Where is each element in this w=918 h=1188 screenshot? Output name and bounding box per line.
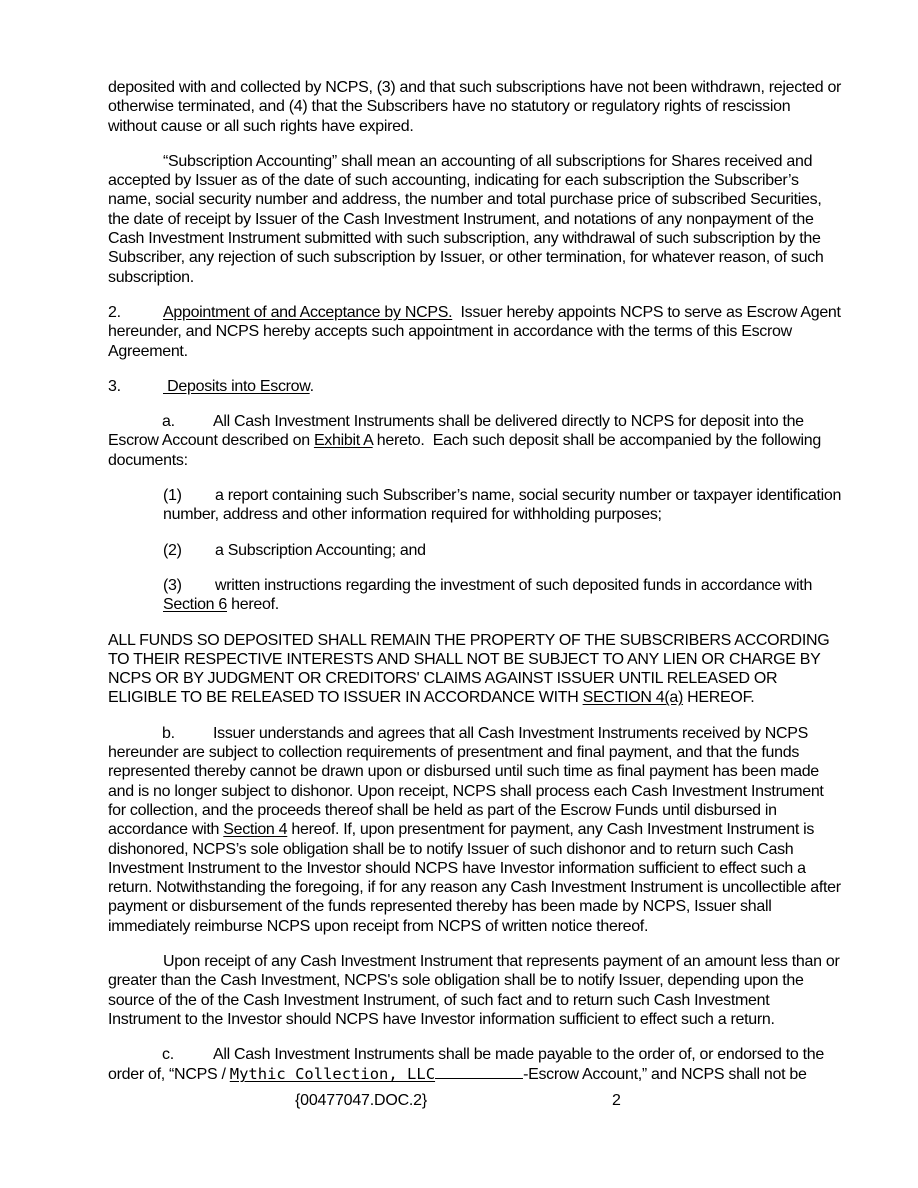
text-line (108, 78, 866, 97)
text-segment: immediately reimburse NCPS upon receipt from NCPS of written notice thereof. (108, 917, 649, 935)
text-line (108, 820, 866, 839)
text-segment: Upon receipt of any Cash Investment Instrument that represents payment of an amount less than or (163, 952, 840, 970)
text-line (108, 878, 866, 897)
text-line (108, 451, 866, 470)
text-segment: for collection, and the proceeds thereof shall be held as part of the Escrow Funds until disbursed in (108, 801, 777, 819)
text-segment: All Cash Investment Instruments shall be delivered directly to NCPS for deposit into the (213, 413, 804, 431)
text-line (108, 1064, 866, 1084)
text-segment: and is no longer subject to dishonor. Upon receipt, NCPS shall process each Cash Investment Instrument (108, 782, 824, 800)
text-line (108, 322, 866, 341)
text-line (108, 631, 866, 650)
text-segment: return. Notwithstanding the foregoing, if for any reason any Cash Investment Instrument is uncollectible after (108, 879, 841, 897)
paragraph-3b (108, 724, 866, 936)
section-3-heading: Deposits into Escrow (163, 377, 310, 395)
text-segment: greater than the Cash Investment, NCPS's sole obligation shall be to notify Issuer, depending upon the (108, 972, 804, 990)
text-line (108, 541, 866, 560)
text-line (108, 991, 866, 1010)
text-segment: TO THEIR RESPECTIVE INTERESTS AND SHALL NOT BE SUBJECT TO ANY LIEN OR CHARGE BY (108, 650, 821, 668)
text-line (108, 743, 866, 762)
text-segment: HEREOF. (683, 689, 755, 707)
section-4-ref: Section 4 (223, 821, 288, 839)
text-segment: represented thereby cannot be drawn upon or disbursed until such time as final payment has been made (108, 763, 819, 781)
item-b-label: b. (162, 724, 175, 742)
text-segment: otherwise terminated, and (4) that the Subscribers have no statutory or regulatory rights of rescission (108, 98, 791, 116)
text-segment: . (309, 377, 314, 395)
text-segment: Investment Instrument to the Investor should NCPS have Investor information sufficient to effect such a (108, 859, 806, 877)
list-item-3 (108, 576, 866, 615)
text-line (108, 782, 866, 801)
text-segment: Escrow Account described on (108, 432, 314, 450)
text-segment: dishonored, NCPS’s sole obligation shall be to notify Issuer of such dishonor and to return such Cash (108, 840, 794, 858)
text-segment: the date of receipt by Issuer of the Cash Investment Instrument, and notations of any nonpayment of the (108, 210, 814, 228)
page-footer (0, 1092, 918, 1112)
text-line (108, 917, 866, 936)
text-line (108, 971, 866, 990)
text-line (108, 229, 866, 248)
text-segment: -Escrow Account,” and NCPS shall not be (523, 1066, 807, 1084)
text-line (108, 268, 866, 287)
text-line (108, 952, 866, 971)
text-segment: hereunder, and NCPS hereby accepts such appointment in accordance with the terms of this Escrow (108, 323, 792, 341)
item-a-label: a. (162, 413, 175, 431)
text-line (108, 171, 866, 190)
text-line (108, 801, 866, 820)
text-segment: Issuer hereby appoints NCPS to serve as Escrow Agent (452, 303, 841, 321)
text-segment: written instructions regarding the investment of such deposited funds in accordance with (215, 576, 813, 594)
text-segment: a Subscription Accounting; and (215, 541, 426, 559)
text-line (108, 840, 866, 859)
text-segment: hereto. Each such deposit shall be accompanied by the following (372, 432, 821, 450)
text-segment: accepted by Issuer as of the date of such accounting, indicating for each subscription the Subscriber’s (108, 172, 799, 190)
text-segment: number, address and other information required for withholding purposes; (163, 506, 662, 524)
item-2-label: (2) (163, 541, 182, 559)
text-segment: All Cash Investment Instruments shall be made payable to the order of, or endorsed to the (213, 1046, 824, 1064)
text-segment: Agreement. (108, 342, 188, 360)
text-line (108, 650, 866, 669)
item-1-label: (1) (163, 487, 182, 505)
text-segment: payment or disbursement of the funds represented thereby has been made by NCPS, Issuer shall (108, 898, 772, 916)
text-line (108, 190, 866, 209)
paragraph-upon-receipt (108, 952, 866, 1029)
paragraph-3a (108, 412, 866, 470)
text-line (108, 724, 866, 743)
text-line (108, 377, 866, 396)
section-3-number: 3. (108, 377, 121, 395)
document-body (108, 78, 866, 1085)
section-2-number: 2. (108, 303, 121, 321)
text-line (108, 897, 866, 916)
text-segment: subscription. (108, 268, 194, 286)
paragraph-3c (108, 1045, 866, 1085)
text-line (108, 595, 866, 614)
section-3-deposits-heading (108, 377, 866, 396)
text-segment: deposited with and collected by NCPS, (3) and that such subscriptions have not been withdrawn, rejected or (108, 79, 842, 96)
text-line (108, 859, 866, 878)
footer-doc-id: {00477047.DOC.2} (295, 1092, 428, 1109)
text-segment: order of, “NCPS / (108, 1066, 230, 1084)
escrow-account-name-fill: Mythic Collection, LLC (229, 1065, 436, 1084)
text-line (108, 210, 866, 229)
section-2-appointment (108, 303, 866, 361)
section-6-ref: Section 6 (163, 596, 228, 614)
text-line (108, 576, 866, 595)
text-line (108, 303, 866, 322)
text-segment: Cash Investment Instrument submitted with such subscription, any withdrawal of such subscription by the (108, 230, 821, 248)
text-line (108, 152, 866, 171)
item-c-label: c. (162, 1046, 174, 1064)
fill-in-blank-underline (435, 1064, 523, 1079)
text-line (108, 342, 866, 361)
paragraph-continued-from-previous-page (108, 78, 866, 136)
text-line (108, 1010, 866, 1029)
text-line (108, 248, 866, 267)
section-2-heading: Appointment of and Acceptance by NCPS. (163, 303, 453, 321)
footer-page-number: 2 (612, 1092, 621, 1109)
text-segment: ALL FUNDS SO DEPOSITED SHALL REMAIN THE PROPERTY OF THE SUBSCRIBERS ACCORDING (108, 631, 830, 649)
text-line (108, 412, 866, 431)
text-segment: a report containing such Subscriber’s name, social security number or taxpayer identification (215, 487, 842, 505)
text-segment: hereof. (227, 596, 279, 614)
text-line (108, 117, 866, 136)
text-segment: source of the of the Cash Investment Instrument, of such fact and to return such Cash Investment (108, 991, 770, 1009)
section-4a-ref: SECTION 4(a) (582, 689, 684, 707)
text-line (108, 669, 866, 688)
text-segment: hereunder are subject to collection requirements of presentment and final payment, and that the funds (108, 744, 800, 762)
list-item-2 (108, 541, 866, 560)
text-line (108, 1045, 866, 1064)
paragraph-all-caps-funds-notice (108, 631, 866, 708)
item-3-label: (3) (163, 576, 182, 594)
paragraph-subscription-accounting-definition (108, 152, 866, 287)
text-line (108, 505, 866, 524)
text-line (108, 486, 866, 505)
text-segment: Instrument to the Investor should NCPS have Investor information sufficient to effect such a return. (108, 1010, 775, 1028)
text-segment: accordance with (108, 821, 224, 839)
text-segment: without cause or all such rights have expired. (108, 117, 414, 135)
text-segment: hereof. If, upon presentment for payment, any Cash Investment Instrument is (287, 821, 815, 839)
text-segment: documents: (108, 451, 188, 469)
text-segment: name, social security number and address, the number and total purchase price of subscribed Securities, (108, 191, 822, 209)
text-segment: Issuer understands and agrees that all Cash Investment Instruments received by NCPS (213, 724, 808, 742)
list-item-1 (108, 486, 866, 525)
text-line (108, 688, 866, 707)
text-line (108, 97, 866, 116)
text-segment: Subscriber, any rejection of such subscription by Issuer, or other termination, for whatever reason, of such (108, 249, 824, 267)
text-segment: ELIGIBLE TO BE RELEASED TO ISSUER IN ACCORDANCE WITH (108, 689, 583, 707)
text-line (108, 431, 866, 450)
text-segment: “Subscription Accounting” shall mean an accounting of all subscriptions for Shares received and (163, 152, 813, 170)
text-line (108, 762, 866, 781)
text-segment: NCPS OR BY JUDGMENT OR CREDITORS' CLAIMS AGAINST ISSUER UNTIL RELEASED OR (108, 670, 778, 688)
exhibit-a-ref: Exhibit A (313, 432, 373, 450)
